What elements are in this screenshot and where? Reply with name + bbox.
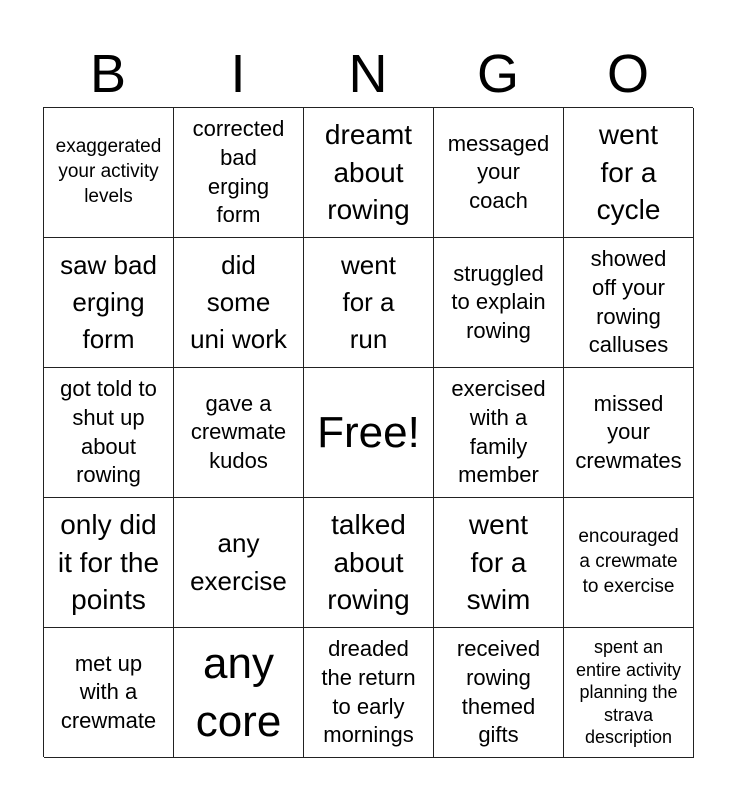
bingo-cell[interactable] bbox=[434, 498, 564, 628]
cell-text: got told to shut up about rowing bbox=[60, 376, 157, 488]
bingo-cell[interactable] bbox=[434, 628, 564, 758]
bingo-cell[interactable] bbox=[174, 238, 304, 368]
cell-text: went for a run bbox=[341, 249, 396, 355]
cell-text: gave a crewmate kudos bbox=[190, 390, 287, 473]
bingo-cell[interactable] bbox=[564, 238, 694, 368]
header-letter-n: N bbox=[348, 44, 388, 104]
bingo-cell[interactable] bbox=[44, 498, 174, 628]
cell-text: met up with a crewmate bbox=[60, 650, 157, 733]
bingo-cell[interactable] bbox=[44, 368, 174, 498]
cell-text: any core bbox=[195, 639, 282, 746]
cell-text: corrected bad erging form bbox=[192, 116, 285, 228]
bingo-cell[interactable] bbox=[304, 498, 434, 628]
bingo-cell[interactable] bbox=[304, 108, 434, 238]
bingo-cell[interactable] bbox=[304, 628, 434, 758]
cell-text: talked about rowing bbox=[327, 508, 410, 616]
free-space-text: Free! bbox=[317, 407, 420, 457]
bingo-cell[interactable] bbox=[564, 628, 694, 758]
cell-text: exercised with a family member bbox=[451, 376, 546, 488]
header-letter-o: O bbox=[606, 44, 649, 104]
cell-text: received rowing themed gifts bbox=[456, 636, 541, 748]
bingo-board bbox=[43, 107, 693, 757]
cell-text: dreaded the return to early mornings bbox=[321, 636, 416, 748]
bingo-cell[interactable] bbox=[564, 498, 694, 628]
cell-text: did some uni work bbox=[190, 249, 287, 355]
bingo-cell[interactable] bbox=[44, 628, 174, 758]
cell-text: encouraged a crewmate to exercise bbox=[578, 526, 679, 597]
cell-text: struggled to explain rowing bbox=[451, 260, 546, 343]
cell-text: messaged your coach bbox=[447, 130, 550, 213]
cell-text: showed off your rowing calluses bbox=[588, 246, 669, 358]
header-letter-i: I bbox=[230, 44, 246, 104]
cell-text: dreamt about rowing bbox=[324, 118, 413, 226]
cell-text: exaggerated your activity levels bbox=[55, 136, 162, 207]
bingo-cell[interactable] bbox=[434, 368, 564, 498]
bingo-cell[interactable] bbox=[564, 108, 694, 238]
bingo-cell[interactable] bbox=[174, 368, 304, 498]
bingo-cell[interactable] bbox=[434, 108, 564, 238]
bingo-cell[interactable] bbox=[304, 238, 434, 368]
header-letter-b: B bbox=[89, 44, 127, 104]
free-space-cell[interactable] bbox=[304, 368, 434, 498]
bingo-cell[interactable] bbox=[44, 108, 174, 238]
bingo-cell[interactable] bbox=[564, 368, 694, 498]
bingo-cell[interactable] bbox=[44, 238, 174, 368]
bingo-cell[interactable] bbox=[434, 238, 564, 368]
cell-text: only did it for the points bbox=[57, 508, 160, 616]
cell-text: saw bad erging form bbox=[60, 249, 157, 355]
cell-text: went for a swim bbox=[466, 508, 531, 616]
bingo-cell[interactable] bbox=[174, 628, 304, 758]
cell-text: went for a cycle bbox=[596, 118, 661, 226]
bingo-cell[interactable] bbox=[174, 108, 304, 238]
cell-text: any exercise bbox=[190, 528, 287, 596]
bingo-header bbox=[43, 40, 693, 108]
header-letter-g: G bbox=[476, 44, 519, 104]
bingo-cell[interactable] bbox=[174, 498, 304, 628]
cell-text: spent an entire activity planning the strava description bbox=[575, 637, 682, 748]
cell-text: missed your crewmates bbox=[575, 390, 682, 473]
